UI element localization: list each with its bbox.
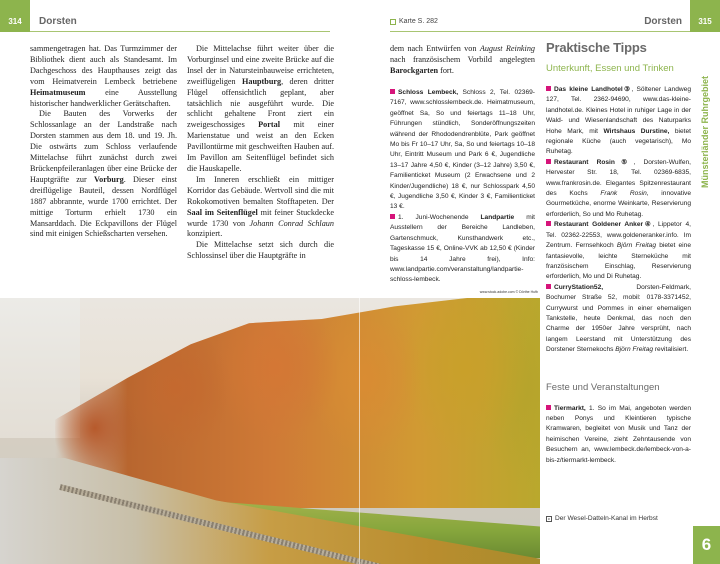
paragraph — [187, 44, 334, 175]
practical-tips — [546, 40, 691, 466]
entry-name: CurryStation52, — [554, 283, 604, 291]
map-reference-label: Karte S. 282 — [399, 18, 438, 25]
tips-heading: Praktische Tipps — [546, 40, 647, 55]
bullet-icon — [546, 284, 551, 289]
caption-icon: c — [548, 515, 550, 521]
text-column-2 — [187, 44, 334, 262]
bold-term: Saal im Seitenflügel — [187, 207, 258, 217]
page-number-left: 314 — [0, 0, 30, 32]
section-heading-events: Feste und Veranstaltungen — [546, 381, 660, 393]
info-entry-landpartie — [390, 213, 535, 286]
text-run: fort. — [438, 65, 454, 75]
bullet-icon — [546, 221, 551, 226]
info-entry-schloss-lembeck — [390, 88, 535, 213]
entry-text: , Dorsten-Wulfen, Hervester Str. 18, Tel. 02369-6835, www.frankrosin.de. Elegantes Spitzenrestaurant des Kochs — [546, 158, 691, 198]
text-run: eine Ausstellung historischer handwerklicher Gerätschaften. — [30, 87, 177, 108]
text-run: dem nach Entwürfen von — [390, 44, 480, 53]
paragraph — [30, 109, 177, 240]
entry-text: , Lippetor 4, Tel. 02362-22553, www.goldeneranker.info. Im Zentrum. Fernsehkoch — [546, 221, 691, 250]
tip-entry-goldener-anker — [546, 220, 691, 282]
entry-text: Schloss 2, Tel. 02369-7167, www.schlosslembeck.de. Heimatmuseum, geöffnet Sa, So und feiertags 11–18 Uhr, Führungen stündlich, Sonderöffnungszeiten während der Rhododendrenblüte, Park geöffnet Mo bis Fr 10–17 Uhr, Sa, So und feiertags 10–18 Uhr, Eintritt Museum und Park 6 €, Jugendliche 13–17 Jahre 4,50 €, Kinder (3–12 Jahre) 3,50 €, Familienticket Museum (2 Erwachsene und 2 Kinder/Jugendliche) 18 €, nur Schlosspark 4,50 €, Jugendliche 3,50 €, Kinder 3 €, Familienticket 13 €. — [390, 89, 535, 211]
italic-name: August Reinking — [479, 44, 536, 53]
italic-name: Johann Conrad Schlaun — [249, 218, 334, 228]
text-run: Im Inneren erschließt ein mittiger Korridor das Gebäude. Wertvoll sind die mit Rokokomotiven bemalten Stofftapeten. Der — [187, 174, 334, 206]
tip-entry-currystation — [546, 283, 691, 356]
entry-text: bietet eine fantasievolle, leichte Sterneküche mit französischem Einschlag, Reservierung erforderlich, Mo und Di Ruhetag. — [546, 242, 691, 281]
bullet-icon — [390, 89, 395, 94]
bold-term: Hauptburg — [241, 76, 282, 86]
entry-name: Restaurant Rosin⑤ — [554, 158, 634, 166]
page-fold — [359, 298, 360, 564]
bold-term: Barockgarten — [390, 65, 439, 75]
running-title-left: Dorsten — [39, 16, 77, 27]
chapter-tab: 6 — [693, 526, 720, 564]
bullet-icon — [390, 214, 395, 219]
paragraph — [187, 240, 334, 262]
bold-term: Heimatmuseum — [30, 87, 86, 97]
entry-name: Landpartie — [480, 213, 515, 221]
running-title-right: Dorsten — [644, 16, 682, 27]
page-number-right: 315 — [690, 0, 720, 32]
text-run: Die Bauten des Vorwerks der Schlossanlage an der Landstraße nach Dorsten stammen aus dem 18. und 19. Jh. Die ostwärts zum Schloss verlaufende Mittelachse führt zunächst durch zwei Brückenpfeileranlagen über eine Brücke der Hauptgräfte zur — [30, 109, 177, 184]
photo-credit: www.stock.adobe.com © Dörthe Hufb — [479, 290, 538, 294]
entry-name: Schloss Lembeck, — [398, 89, 459, 96]
entry-text: 1. So im Mai, angeboten werden neben Ponys und Kleintieren typische Kramwaren, begleitet von Musik und Tanz der heimischen Vereine, zieht Zehntausende von Besuchern an, www.lembeck.de/lembeck-von-a-bis-z/tiermarkt-lembeck. — [546, 404, 691, 464]
text-column-1 — [30, 44, 177, 240]
entry-italic: Björn Freitag — [615, 346, 654, 354]
entry-italic: Björn Freitag — [616, 242, 656, 250]
text-column-3 — [390, 44, 535, 77]
section-heading-accommodation: Unterkunft, Essen und Trinken — [546, 63, 674, 74]
entry-text: mit Ausstellern der Bereiche Landleben, Gartenschmuck, Kunsthandwerk etc., Tageskasse 15 €, Online-VVK ab 12,50 € (Kinder bis 14 Jahre frei), Info: www.landpartie.com/veranstaltung/landpartie-schloss-lembeck. — [390, 213, 535, 284]
text-run: mit feiner Stuckdecke wurde 1730 von — [187, 207, 335, 228]
map-icon — [390, 19, 396, 25]
region-tab-label: Münsterländer Ruhrgebiet — [700, 75, 710, 188]
running-header-right — [390, 16, 690, 32]
entry-text: bietet regionale Küche (auch vegetarisch), Mo Ruhetag. — [546, 127, 691, 156]
entry-text: revitalisiert. — [653, 346, 689, 354]
bullet-icon — [546, 405, 551, 410]
text-run: , deren dritter Flügel offensichtlich geplant, aber tatsächlich nie ausgeführt wurde. Die schlicht gehaltene Front ziert ein zweigeschossiges — [187, 76, 335, 130]
text-run: . Dieser einst dreiflügelige Bauteil, dessen Nordflügel 1887 abbrannte, wurde 1700 errichtet. Der mittige Torturm erhielt 1730 ein Mansarddach. Die Eckpavillons der Flügel sind mit einigen Schießscharten versehen. — [30, 174, 177, 239]
region-tab — [690, 32, 720, 232]
bullet-icon — [546, 86, 551, 91]
bullet-icon — [546, 159, 551, 164]
text-run: nach französischem Vorbild angelegten — [390, 54, 535, 64]
canal-autumn-photo — [0, 298, 540, 564]
text-run: mit einer Marienstatue und weist an den Ecken Pavillontürme mit geschweiften Hauben auf. Im Pavillon am Seitenflügel befindet sich die Hauskapelle. — [187, 120, 334, 173]
running-header-left — [30, 16, 330, 32]
map-reference[interactable] — [390, 18, 438, 25]
photo-caption — [546, 515, 658, 522]
entry-prefix: 1. Juni-Wochenende — [398, 213, 481, 221]
entry-name: Das kleine Landhotel③ — [554, 86, 632, 93]
tip-entry-tiermarkt — [546, 404, 691, 466]
bold-term: Vorburg — [93, 174, 124, 184]
entry-text: , innovative Gourmetküche, enorme Weinkarte, Reservierung erforderlich, So und Mo Ruhetag. — [546, 190, 692, 218]
entry-text: Dorsten-Feldmark, Bochumer Straße 52, mobil: 0178-3371452, Currywurst und Pommes in einer ehemaligen Tankstelle, heute Denkmal, das noch den Charme der 1950er Jahre versprüht, nach langem Leerstand mit Unterstützung des Dorstener Sternekochs — [546, 283, 691, 354]
bold-term: Portal — [258, 120, 280, 130]
tip-entry-rosin — [546, 158, 691, 220]
paragraph — [187, 175, 334, 240]
entry-bold: Wirtshaus Durstine, — [603, 127, 670, 135]
caption-text: Der Wesel-Datteln-Kanal im Herbst — [555, 515, 658, 522]
entry-italic: Frank Rosin — [600, 190, 647, 198]
paragraph — [30, 44, 177, 109]
text-run: Die Mittelachse setzt sich durch die Schlossinsel über die Hauptgräfte in — [187, 240, 334, 261]
tip-entry-landhotel — [546, 85, 691, 158]
schloss-info-block — [390, 88, 535, 286]
text-run: sammengetragen hat. Das Turmzimmer der Bibliothek dient auch als Standesamt. Im Dachgeschoss des Haupthauses zeigt das vom Heimatverein Lembeck betriebene — [30, 44, 177, 86]
paragraph — [390, 44, 535, 77]
entry-name: Restaurant Goldener Anker④ — [554, 221, 653, 229]
text-run: Die Mittelachse führt weiter über die Vorburginsel und eine zweite Brücke auf die Insel der in Natursteinbauweise errichteten, zweiflügeligen — [187, 44, 334, 86]
text-run: konzipiert. — [187, 229, 223, 239]
entry-name: Tiermarkt, — [554, 404, 586, 412]
entry-text: , Söltener Landweg 127, Tel. 2362-94690, www.das-kleine-landhotel.de. Kleines Hotel in ruhiger Lage in der Wald- und Wiesenlandschaft des Naturparks Hohe Mark, mit — [546, 86, 691, 135]
